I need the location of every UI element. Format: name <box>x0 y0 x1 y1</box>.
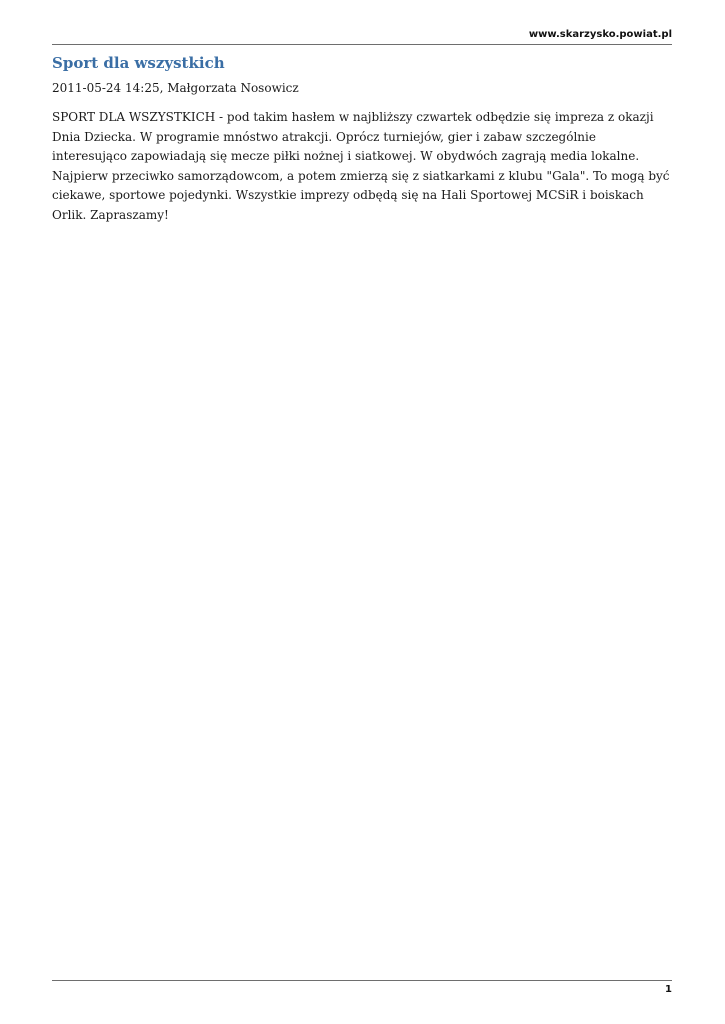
page-header <box>52 0 672 45</box>
page-footer <box>52 980 672 995</box>
article <box>52 52 674 226</box>
site-url: www.skarzysko.powiat.pl <box>528 29 672 40</box>
article-body <box>52 108 674 226</box>
article-meta: 2011-05-24 14:25, Małgorzata Nosowicz <box>52 81 299 95</box>
article-paragraph: SPORT DLA WSZYSTKICH - pod takim hasłem w najbliższy czwartek odbędzie się impreza z okazji Dnia Dziecka. W programie mnóstwo atrakcji. Oprócz turniejów, gier i zabaw szczególnie interesująco zapowiadają się mecze piłki nożnej i siatkowej. W obydwóch zagrają media lokalne. Najpierw przeciwko samorządowcom, a potem zmierzą się z siatkarkami z klubu "Gala". To mogą być ciekawe, sportowe pojedynki. Wszystkie imprezy odbędą się na Hali Sportowej MCSiR i boiskach Orlik. Zapraszamy! <box>52 110 670 222</box>
page-number: 1 <box>665 984 672 995</box>
article-title: Sport dla wszystkich <box>52 54 225 72</box>
